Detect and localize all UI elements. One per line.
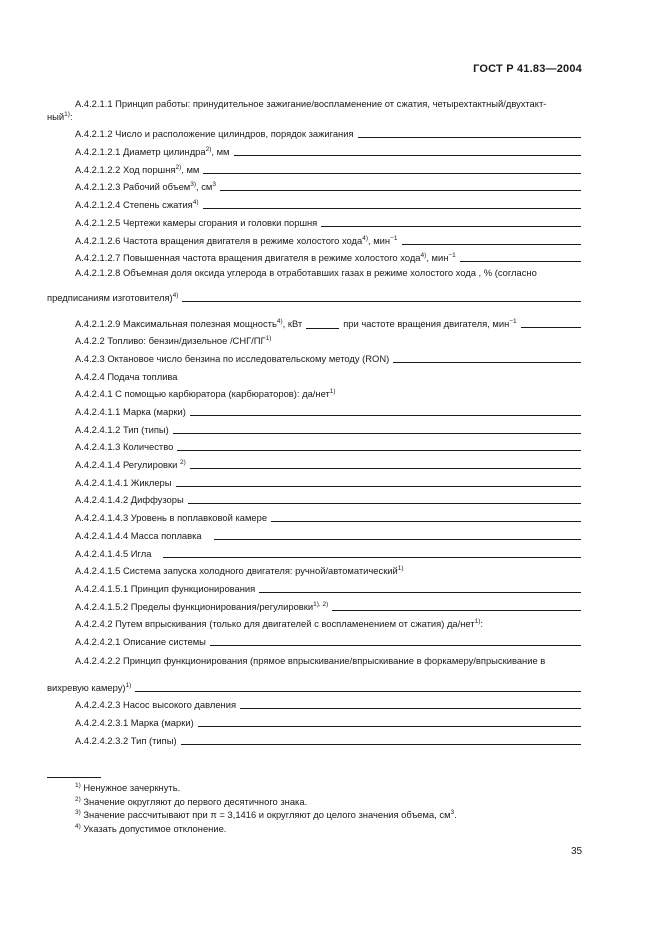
fill-line[interactable] [190,468,581,469]
fill-line[interactable] [181,744,581,745]
fill-line[interactable] [234,155,582,156]
form-item-4-2-4-1-2: А.4.2.4.1.2 Тип (типы) [47,418,581,436]
footnote-2: $^{2)}$ Значение округляют до первого десятичного знака. [75,795,308,807]
fill-line-power[interactable] [306,327,339,329]
fill-line[interactable] [460,261,581,262]
form-item-4-2-1-2-6: А.4.2.1.2.6 Частота вращения двигателя в режиме холостого хода$^{4)}$, мин$^{-1}$ [47,229,581,247]
footnote-1: $^{1)}$ Ненужное зачеркнуть. [75,782,181,793]
form-item-4-2-1-2-5: А.4.2.1.2.5 Чертежи камеры сгорания и головки поршня [47,211,581,229]
form-item-4-2-4-1-5-2: А.4.2.4.1.5.2 Пределы функционирования/регулировки$^{1), 2)}$ [47,595,581,613]
footnote-3: $^{3)}$ Значение рассчитывают при π = 3,1416 и округляют до целого значения объема, $см^3$. [75,809,457,820]
form-item-4-2-4: А.4.2.4 Подача топлива [75,370,178,382]
form-item-4-2-4-1-4-3: А.4.2.4.1.4.3 Уровень в поплавковой камере [47,506,581,524]
form-item-4-2-1-2-8-cont: предписаниям изготовителя)$^{4)}$ [47,282,581,304]
footnote-separator [47,777,101,778]
fill-line[interactable] [198,726,581,727]
fill-line[interactable] [393,362,581,363]
fill-line[interactable] [173,433,581,434]
fill-line[interactable] [271,521,581,522]
fill-line[interactable] [332,610,581,611]
form-item-4-2-1-2-4: А.4.2.1.2.4 Степень сжатия$^{4)}$ [47,193,581,211]
fill-line[interactable] [203,208,581,209]
fill-line[interactable] [240,708,581,709]
form-item-4-2-4-1-5-1: А.4.2.4.1.5.1 Принцип функционирования [47,577,581,595]
fill-line[interactable] [358,137,581,138]
form-item-4-2-1-2-9: А.4.2.1.2.9 Максимальная полезная мощность$^{4)}$, кВт при частоте вращения двигателя, мин$^{-1}$ [47,312,581,330]
form-item-4-2-1-1-cont: ный$^{1)}$: [47,110,73,122]
footnote-4: $^{4)}$ Указать допустимое отклонение. [75,822,227,834]
form-item-4-2-4-1-5: А.4.2.4.1.5 Система запуска холодного двигателя: ручной/автоматический$^{1)}$ [75,565,404,577]
fill-line[interactable] [135,691,581,692]
form-item-4-2-1-2-3: А.4.2.1.2.3 Рабочий объем$^{3)}$, $см^3$ [47,176,581,194]
form-content [47,95,581,747]
page-number: 35 [571,846,583,857]
form-item-4-2-4-2-2: А.4.2.4.2.2 Принцип функционирования (прямое впрыскивание/впрыскивание в форкамеру/впрыскивание в [75,654,546,666]
fill-line[interactable] [163,557,581,558]
form-item-4-2-4-1-1: А.4.2.4.1.1 Марка (марки) [47,400,581,418]
form-item-4-2-4-1-3: А.4.2.4.1.3 Количество [47,436,581,454]
fill-line[interactable] [521,327,581,328]
form-item-4-2-1-2-2: А.4.2.1.2.2 Ход поршня$^{2)}$, мм [47,158,581,176]
form-item-4-2-2: А.4.2.2 Топливо: бензин/дизельное /СНГ/ПГ$^{1)}$ [75,335,272,347]
fill-line[interactable] [203,173,581,174]
fill-line[interactable] [220,190,581,191]
fill-line[interactable] [210,645,581,646]
form-item-4-2-4-2-3-1: А.4.2.4.2.3.1 Марка (марки) [47,711,581,729]
form-item-4-2-4-1-4-5: А.4.2.4.1.4.5 Игла [47,542,581,560]
form-item-4-2-4-2: А.4.2.4.2 Путем впрыскивания (только для двигателей с воспламенением от сжатия) да/нет$^{1)}$: [75,618,483,630]
form-item-4-2-4-2-3: А.4.2.4.2.3 Насос высокого давления [47,694,581,712]
form-item-4-2-4-2-2-cont: вихревую камеру)$^{1)}$ [47,670,581,694]
form-item-4-2-4-1: А.4.2.4.1 С помощью карбюратора (карбюраторов): да/нет$^{1)}$ [75,388,336,400]
form-item-4-2-4-1-4-1: А.4.2.4.1.4.1 Жиклеры [47,471,581,489]
document-code-header: ГОСТ Р 41.83—2004 [473,63,582,75]
form-item-4-2-4-1-4: А.4.2.4.1.4 Регулировки $^{2)}$ [47,453,581,471]
fill-line[interactable] [182,301,581,302]
form-item-4-2-3: А.4.2.3 Октановое число бензина по исследовательскому методу (RON) [47,347,581,365]
fill-line[interactable] [259,592,581,593]
form-item-4-2-1-2-8: А.4.2.1.2.8 Объемная доля оксида углерода в отработавших газах в режиме холостого хода , % (согласно [75,267,537,279]
footnotes [75,781,457,835]
form-item-4-2-4-1-4-2: А.4.2.4.1.4.2 Диффузоры [47,489,581,507]
fill-line[interactable] [176,486,581,487]
fill-line[interactable] [190,415,581,416]
form-item-4-2-4-2-1: А.4.2.4.2.1 Описание системы [47,630,581,648]
fill-line[interactable] [188,503,581,504]
fill-line[interactable] [321,226,581,227]
fill-line[interactable] [214,539,581,540]
form-item-4-2-1-2-1: А.4.2.1.2.1 Диаметр цилиндра$^{2)}$, мм [47,140,581,158]
form-item-4-2-1-1: А.4.2.1.1 Принцип работы: принудительное зажигание/воспламенение от сжатия, четырехтактный/двухтакт- [75,98,547,109]
fill-line[interactable] [402,244,581,245]
fill-line[interactable] [177,450,581,451]
form-item-4-2-1-2: А.4.2.1.2 Число и расположение цилиндров, порядок зажигания [47,123,581,141]
form-item-4-2-4-1-4-4: А.4.2.4.1.4.4 Масса поплавка [47,524,581,542]
form-item-4-2-4-2-3-2: А.4.2.4.2.3.2 Тип (типы) [47,729,581,747]
form-item-4-2-1-2-7: А.4.2.1.2.7 Повышенная частота вращения двигателя в режиме холостого хода$^{4)}$, мин$^{-1}$ [47,247,581,265]
